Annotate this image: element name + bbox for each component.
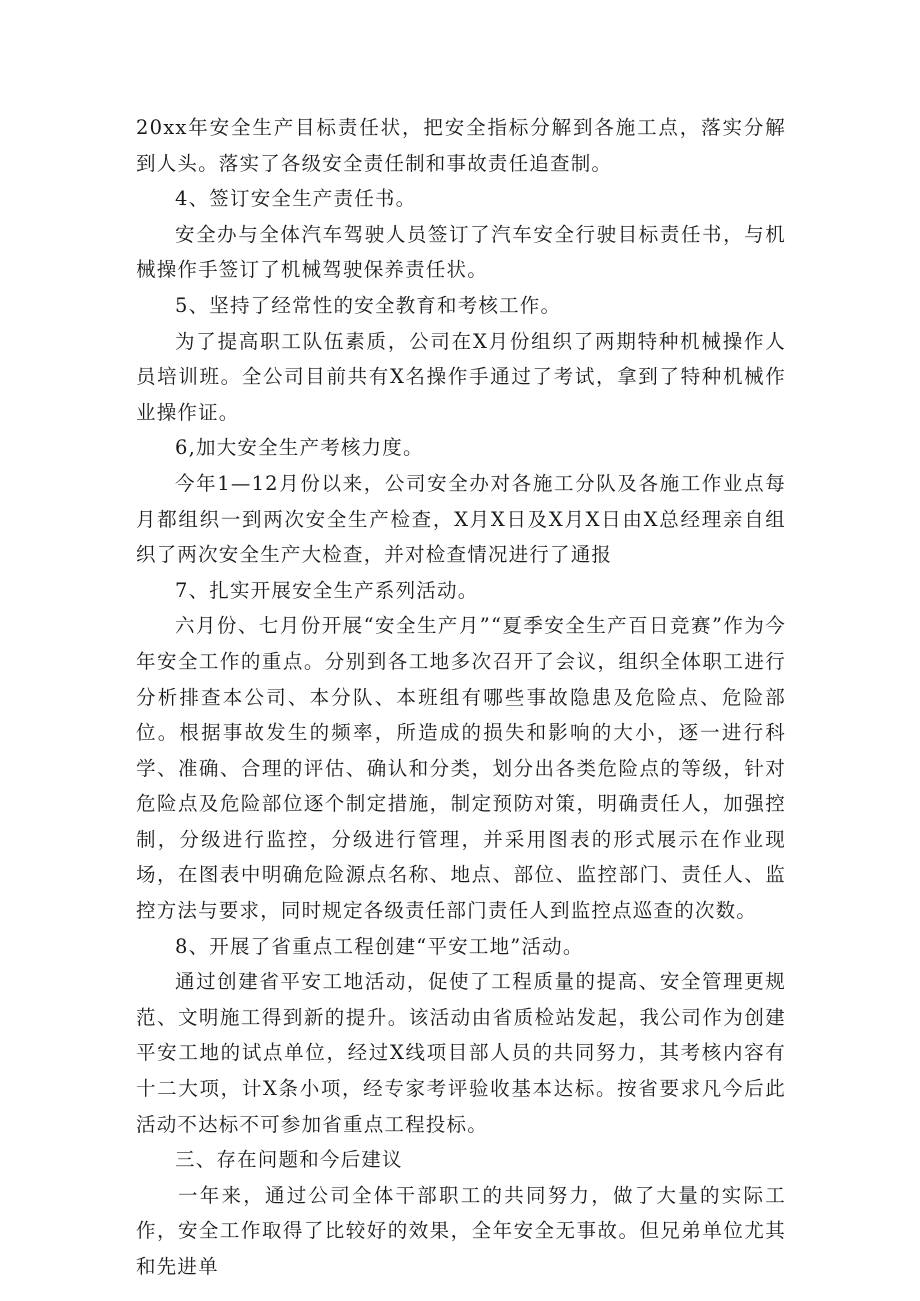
heading-item-8: 8、开展了省重点工程创建“平安工地”活动。	[175, 934, 584, 958]
heading-section-3: 三、存在问题和今后建议	[175, 1148, 403, 1172]
paragraph-training: 为了提高职工队伍素质，公司在X月份组织了两期特种机械操作人员培训班。全公司目前共有X名操作手通过了考试，拿到了特种机械作业操作证。	[136, 329, 786, 424]
paragraph-safe-site: 通过创建省平安工地活动，促使了工程质量的提高、安全管理更规范、文明施工得到新的提升。该活动由省质检站发起，我公司作为创建平安工地的试点单位，经过X线项目部人员的共同努力，其考核内容有十二大项，计X条小项，经专家考评验收基本达标。按省要求凡今后此活动不达标不可参加省重点工程投标。	[136, 970, 786, 1136]
paragraph-responsibility-statement: 20xx年安全生产目标责任状，把安全指标分解到各施工点，落实分解到人头。落实了各级安全责任制和事故责任追查制。	[136, 116, 786, 175]
paragraph-inspection: 今年1—12月份以来，公司安全办对各施工分队及各施工作业点每月都组织一到两次安全生产检查，X月X日及X月X日由X总经理亲自组织了两次安全生产大检查，并对检查情况进行了通报	[136, 471, 786, 567]
paragraph-driver-agreement: 安全办与全体汽车驾驶人员签订了汽车安全行驶目标责任书，与机械操作手签订了机械驾驶保养责任状。	[136, 222, 786, 282]
heading-item-5: 5、坚持了经常性的安全教育和考核工作。	[175, 293, 562, 317]
heading-item-6: 6,加大安全生产考核力度。	[175, 436, 424, 460]
heading-item-4: 4、签订安全生产责任书。	[175, 187, 417, 211]
paragraph-safety-month: 六月份、七月份开展“安全生产月”“夏季安全生产百日竞赛”作为今年安全工作的重点。分别到各工地多次召开了会议，组织全体职工进行分析排查本公司、本分队、本班组有哪些事故隐患及危险点、危险部位。根据事故发生的频率，所造成的损失和影响的大小，逐一进行科学、准确、合理的评估、确认和分类，划分出各类危险点的等级，针对危险点及危险部位逐个制定措施，制定预防对策，明确责任人，加强控制，分级进行监控，分级进行管理，并采用图表的形式展示在作业现场，在图表中明确危险源点名称、地点、部位、监控部门、责任人、监控方法与要求，同时规定各级责任部门责任人到监控点巡查的次数。	[136, 614, 786, 923]
document-body	[136, 110, 786, 1285]
paragraph-year-summary: 一年来，通过公司全体干部职工的共同努力，做了大量的实际工作，安全工作取得了比较好的效果，全年安全无事故。但兄弟单位尤其和先进单	[136, 1183, 786, 1278]
heading-item-7: 7、扎实开展安全生产系列活动。	[175, 578, 479, 602]
